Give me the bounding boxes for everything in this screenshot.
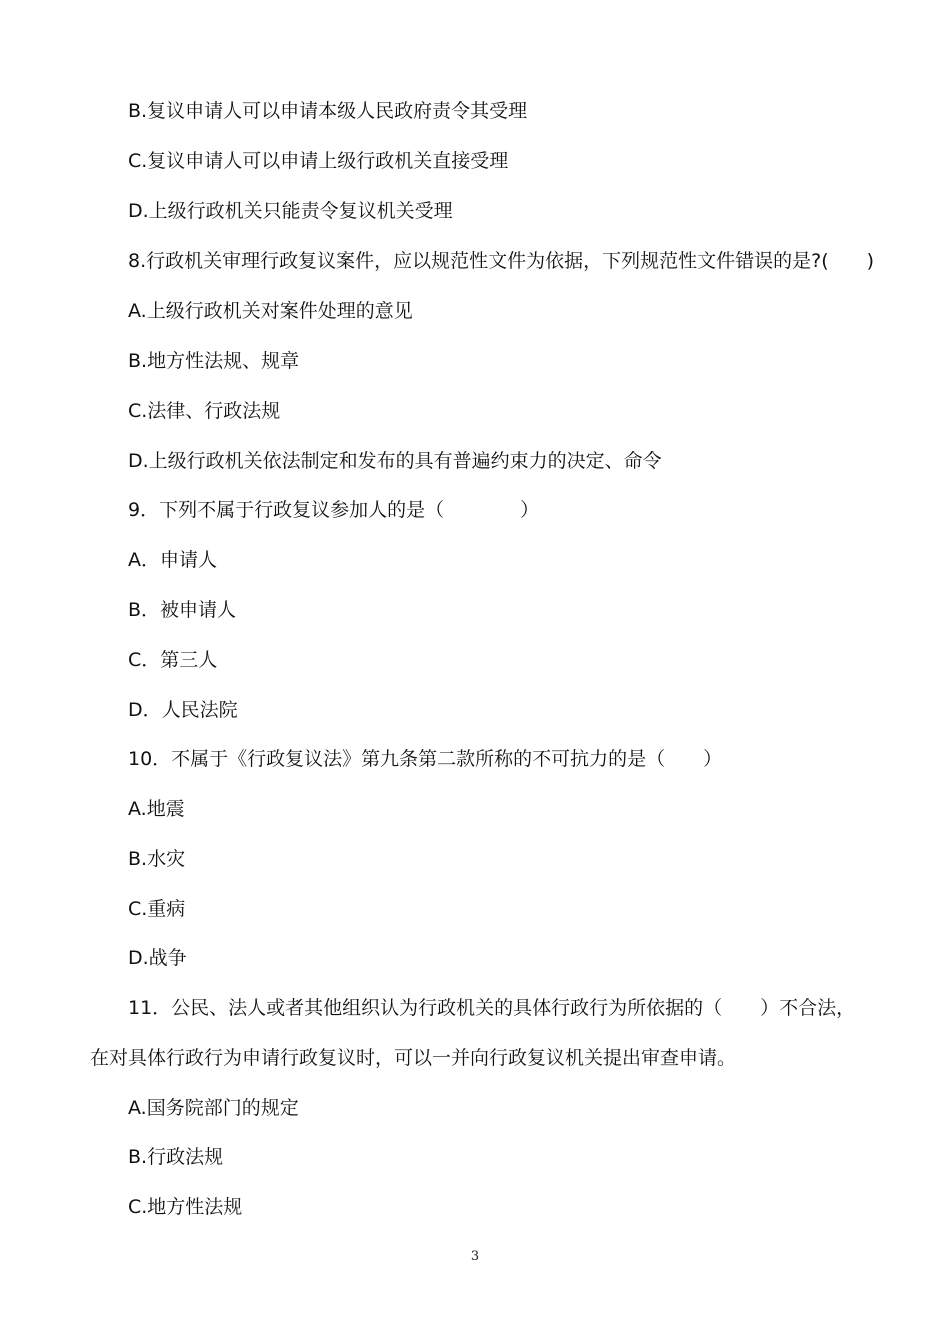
page-number: 3 <box>470 1249 480 1264</box>
q9-option-c: C．第三人 <box>128 649 218 671</box>
q7-option-b: B.复议申请人可以申请本级人民政府责令其受理 <box>128 100 528 122</box>
q9-option-b: B．被申请人 <box>128 599 237 621</box>
q8-option-d: D.上级行政机关依法制定和发布的具有普遍约束力的决定、命令 <box>128 450 662 472</box>
question-9: 9．下列不属于行政复议参加人的是（ ） <box>128 499 540 521</box>
q8-option-b: B.地方性法规、规章 <box>128 350 300 372</box>
q10-option-c: C.重病 <box>128 898 186 920</box>
q11-option-b: B.行政法规 <box>128 1146 224 1168</box>
question-11: 11．公民、法人或者其他组织认为行政机关的具体行政行为所依据的（ ）不合法， <box>128 997 856 1019</box>
question-8: 8.行政机关审理行政复议案件，应以规范性文件为依据，下列规范性文件错误的是?( ) <box>128 250 875 272</box>
question-10: 10．不属于《行政复议法》第九条第二款所称的不可抗力的是（ ） <box>128 748 723 770</box>
q11-option-a: A.国务院部门的规定 <box>128 1097 299 1119</box>
q8-option-a: A.上级行政机关对案件处理的意见 <box>128 300 413 322</box>
q10-option-b: B.水灾 <box>128 848 186 870</box>
q7-option-d: D.上级行政机关只能责令复议机关受理 <box>128 200 453 222</box>
q7-option-c: C.复议申请人可以申请上级行政机关直接受理 <box>128 150 509 172</box>
q8-option-c: C.法律、行政法规 <box>128 400 281 422</box>
question-11-continued: 在对具体行政行为申请行政复议时，可以一并向行政复议机关提出审查申请。 <box>90 1047 737 1069</box>
q9-option-d: D．人民法院 <box>128 699 238 721</box>
q10-option-a: A.地震 <box>128 798 185 820</box>
q10-option-d: D.战争 <box>128 947 187 969</box>
q9-option-a: A．申请人 <box>128 549 217 571</box>
q11-option-c: C.地方性法规 <box>128 1196 243 1218</box>
